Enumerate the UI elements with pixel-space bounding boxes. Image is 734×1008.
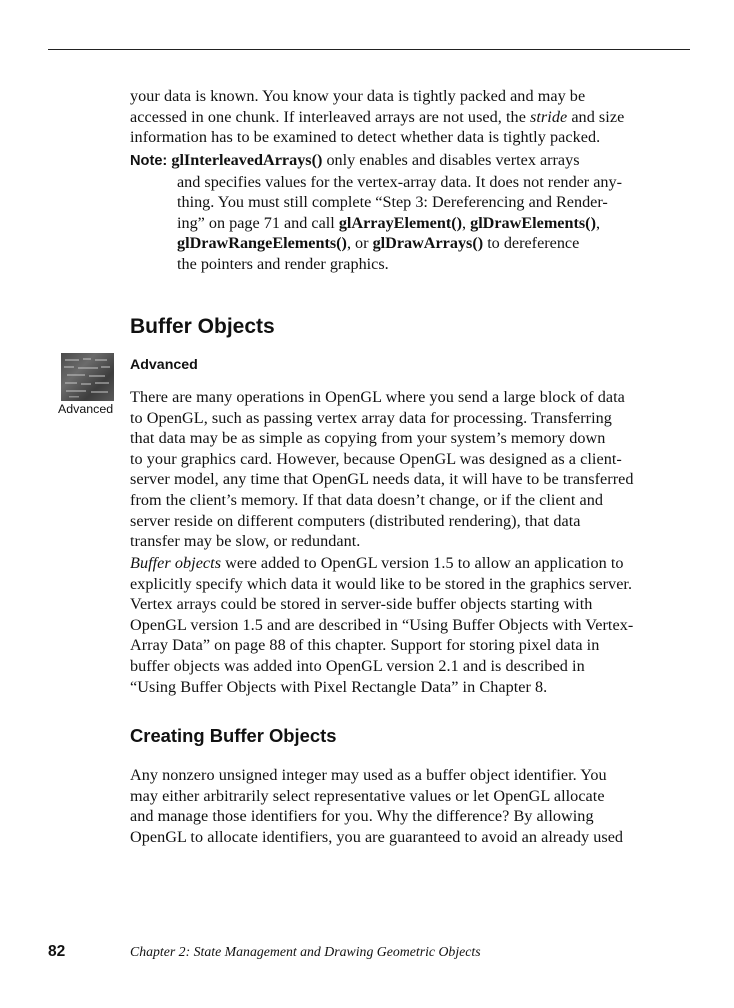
note-text: , or [346, 234, 373, 253]
note-text: thing. You must still complete “Step 3: Dereferencing and Render- [177, 193, 608, 212]
paragraph-line: Array Data” on page 88 of this chapter. Support for storing pixel data in [130, 636, 600, 655]
note-function: glArrayElement() [338, 213, 462, 232]
paragraph-line: OpenGL to allocate identifiers, you are guaranteed to avoid an already used [130, 827, 624, 846]
creating-buffer-objects-paragraph [130, 765, 690, 847]
note-text: ing” on page 71 and call [177, 213, 339, 232]
paragraph-line: may either arbitrarily select representative values or let OpenGL allocate [130, 786, 605, 805]
advanced-heading: Advanced [130, 357, 198, 373]
buffer-objects-paragraph-1 [130, 387, 690, 552]
intro-line: accessed in one chunk. If interleaved arrays are not used, the [130, 107, 531, 126]
paragraph-line: transfer may be slow, or redundant. [130, 532, 361, 551]
advanced-icon-texture [61, 353, 114, 401]
intro-paragraph [130, 86, 690, 148]
paragraph-line: There are many operations in OpenGL where you send a large block of data [130, 388, 625, 406]
paragraph-line: buffer objects was added into OpenGL version 2.1 and is described in [130, 656, 585, 675]
buffer-objects-paragraph-2 [130, 553, 690, 697]
note-text: only enables and disables vertex arrays [322, 151, 580, 169]
running-footer: Chapter 2: State Management and Drawing Geometric Objects [130, 944, 481, 959]
margin-advanced-label: Advanced [58, 402, 114, 416]
page-number: 82 [48, 943, 66, 960]
paragraph-line: OpenGL version 1.5 and are described in “Using Buffer Objects with Vertex- [130, 615, 634, 634]
paragraph-line: server model, any time that OpenGL needs data, it will have to be transferred [130, 470, 634, 489]
intro-stride: stride [530, 107, 568, 126]
advanced-topic-icon [61, 353, 114, 401]
note-function: glDrawArrays() [372, 234, 484, 253]
note-text: to dereference [483, 234, 580, 253]
paragraph-line: “Using Buffer Objects with Pixel Rectangle Data” in Chapter 8. [130, 677, 548, 696]
intro-line: and size [567, 107, 625, 126]
section-title: Buffer Objects [130, 315, 275, 338]
paragraph-line: explicitly specify which data it would like to be stored in the graphics server. [130, 574, 633, 593]
paragraph-line: to OpenGL, such as passing vertex array data for processing. Transferring [130, 408, 612, 427]
subsection-title: Creating Buffer Objects [130, 725, 337, 746]
paragraph-line: that data may be as simple as copying from your system’s memory down [130, 429, 606, 448]
paragraph-line: Any nonzero unsigned integer may used as a buffer object identifier. You [130, 766, 607, 784]
paragraph-line: Vertex arrays could be stored in server-side buffer objects starting with [130, 595, 593, 614]
paragraph-line: server reside on different computers (distributed rendering), that data [130, 511, 581, 530]
note-text: the pointers and render graphics. [177, 254, 389, 273]
note-block [130, 150, 690, 275]
note-text: , [462, 213, 471, 232]
paragraph-line: and manage those identifiers for you. Why the difference? By allowing [130, 807, 594, 826]
intro-line: your data is known. You know your data is tightly packed and may be [130, 87, 586, 105]
note-function: glInterleavedArrays() [171, 151, 323, 169]
intro-line: information has to be examined to detect whether data is tightly packed. [130, 128, 601, 147]
paragraph-line: were added to OpenGL version 1.5 to allow an application to [221, 554, 624, 572]
top-rule [48, 49, 690, 50]
paragraph-line: to your graphics card. However, because OpenGL was designed as a client- [130, 449, 622, 468]
note-label: Note: [130, 153, 168, 169]
paragraph-italic-term: Buffer objects [130, 554, 222, 572]
paragraph-line: from the client’s memory. If that data doesn’t change, or if the client and [130, 490, 604, 509]
note-function: glDrawElements() [470, 213, 596, 232]
note-function: glDrawRangeElements() [177, 234, 347, 253]
note-text: , [595, 213, 601, 232]
note-text: and specifies values for the vertex-array data. It does not render any- [177, 172, 622, 191]
